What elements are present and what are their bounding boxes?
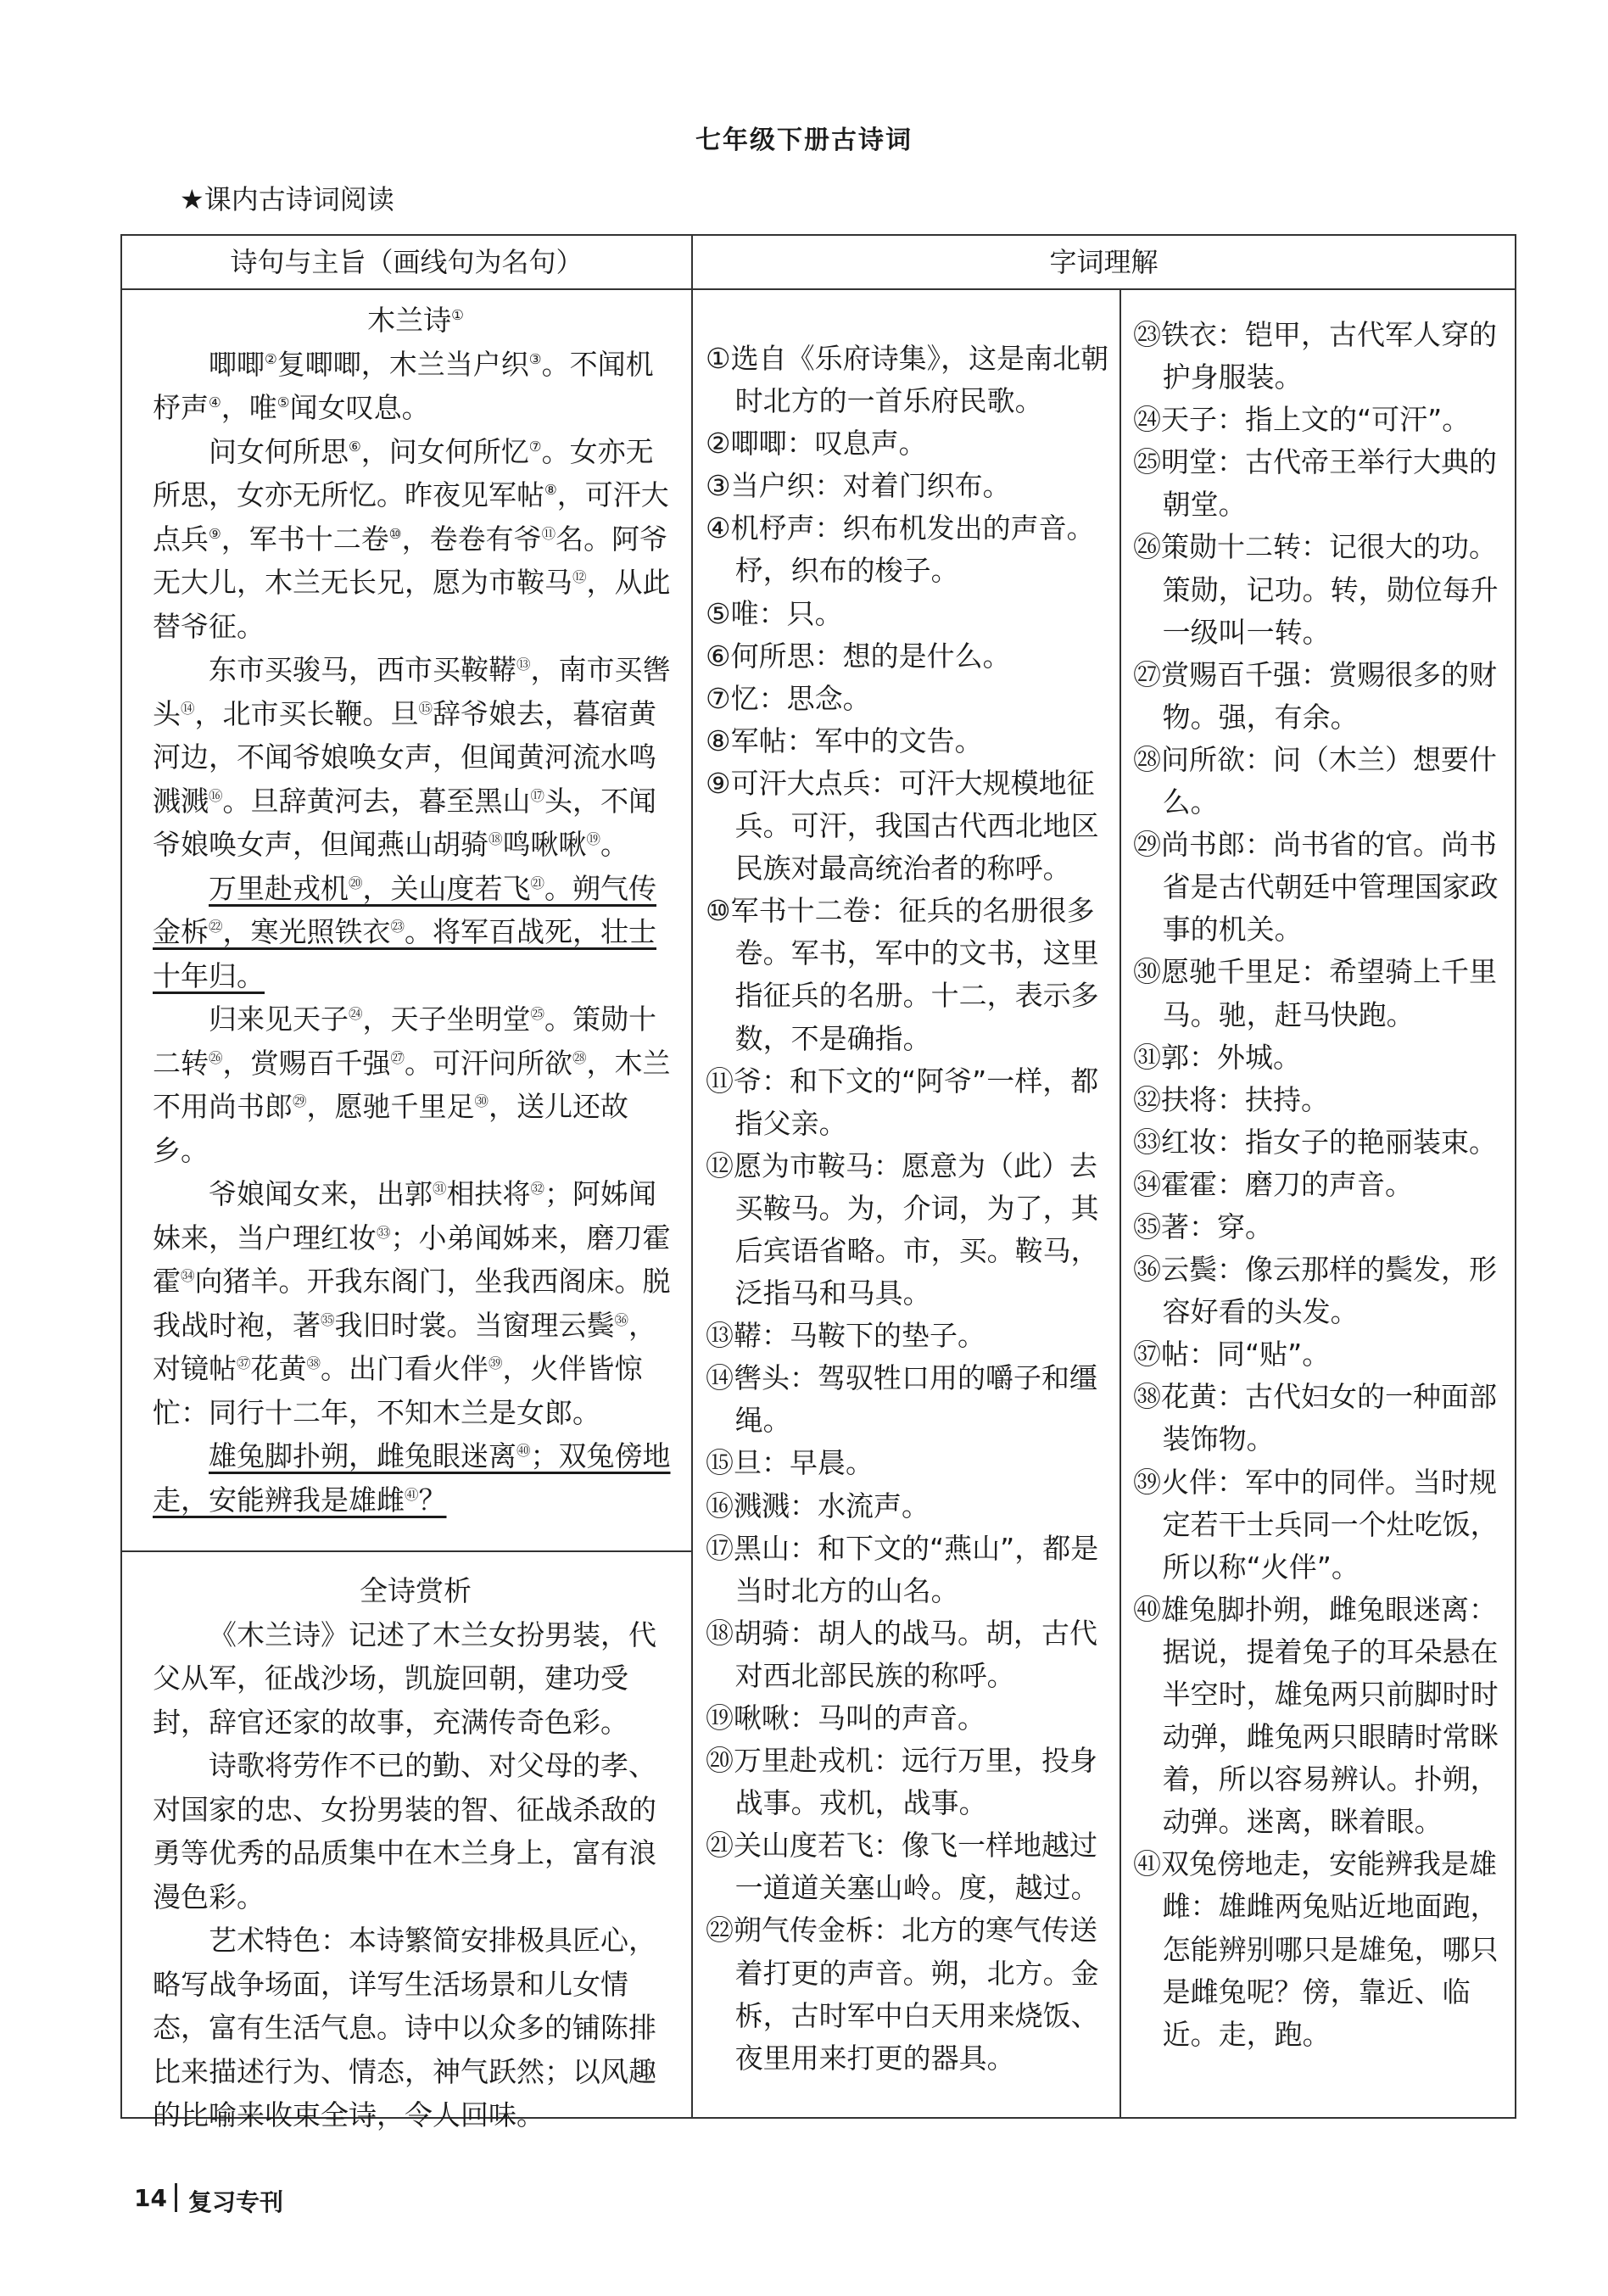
gloss-item: ⑧军帖：军中的文告。 bbox=[706, 723, 983, 757]
analysis-paragraph: 诗歌将劳作不已的勤、对父母的孝、对国家的忠、女扮男装的智、征战杀敌的勇等优秀的品质集中在木兰身上，富有浪漫色彩。 bbox=[153, 1749, 656, 1913]
poem-stanza-4: 万里赴戎机⑳，关山度若飞$^㉑$。朔气传金柝$^㉒$，寒光照铁衣$^㉓$。将军百战死，壮士十年归。 bbox=[153, 871, 656, 992]
poem-text bbox=[153, 299, 678, 1522]
gloss-item: ⑥何所思：想的是什么。 bbox=[706, 639, 1011, 673]
analysis-paragraph: 《木兰诗》记述了木兰女扮男装，代父从军，征战沙场，凯旋回朝，建功受封，辞官还家的故事，充满传奇色彩。 bbox=[153, 1617, 656, 1739]
section-label: ★课内古诗词阅读 bbox=[180, 183, 394, 215]
gloss-item: ㉟著：穿。 bbox=[1133, 1209, 1273, 1243]
gloss-item: ④机杼声：织布机发出的声音。杼，织布的梭子。 bbox=[706, 511, 1095, 588]
gloss-item: ⑨可汗大点兵：可汗大规模地征兵。可汗，我国古代西北地区民族对最高统治者的称呼。 bbox=[706, 766, 1099, 885]
gloss-item: ⑭辔头：驾驭牲口用的嚼子和缰绳。 bbox=[706, 1361, 1097, 1438]
gloss-item: ㉜扶将：扶持。 bbox=[1133, 1082, 1329, 1116]
gloss-item: ⑮旦：早晨。 bbox=[706, 1446, 874, 1480]
gloss-item: ㉙尚书郎：尚书省的官。尚书省是古代朝廷中管理国家政事的机关。 bbox=[1133, 828, 1499, 947]
gloss-column-right bbox=[1133, 314, 1506, 2056]
page-number: 14 bbox=[134, 2184, 167, 2212]
gloss-item: ㊵雄兔脚扑朔，雌兔眼迷离：据说，提着兔子的耳朵悬在半空时，雄兔两只前脚时时动弹，雌兔两只眼睛时常眯着，所以容易辨认。扑朔，动弹。迷离，眯着眼。 bbox=[1133, 1592, 1499, 1839]
gloss-item: ③当户织：对着门织布。 bbox=[706, 469, 1011, 503]
gloss-item: ⑲啾啾：马叫的声音。 bbox=[706, 1701, 985, 1735]
gloss-item: ㊲帖：同“贴”。 bbox=[1133, 1338, 1331, 1371]
gloss-item: ⑪爷：和下文的“阿爷”一样，都指父亲。 bbox=[706, 1064, 1099, 1140]
gloss-item: ⑬鞯：马鞍下的垫子。 bbox=[706, 1319, 985, 1353]
gloss-item: ㉛郭：外城。 bbox=[1133, 1040, 1301, 1074]
gloss-item: ㉝红妆：指女子的艳丽装束。 bbox=[1133, 1125, 1497, 1159]
gloss-column-left bbox=[706, 338, 1111, 2080]
gloss-item: ㉔天子：指上文的“可汗”。 bbox=[1133, 403, 1471, 437]
poem-stanza-6: 爷娘闻女来，出郭$^㉛$相扶将$^㉜$；阿姊闻妹来，当户理红妆$^㉝$；小弟闻姊来，磨刀霍霍$^㉞$向猪羊。开我东阁门，坐我西阁床。脱我战时袍，著$^㉟$我旧时裳。当窗理云鬓$^㊱$，对镜帖$^㊲$花黄$^㊳$。出门看火伴$^㊴$，火伴皆惊忙：同行十二年，不知木兰是女郎。 bbox=[153, 1177, 671, 1429]
gloss-item: ②唧唧：叹息声。 bbox=[706, 427, 927, 461]
poem-analysis-divider bbox=[120, 1550, 693, 1552]
gloss-item: ⑩军书十二卷：征兵的名册很多卷。军书，军中的文书，这里指征兵的名册。十二，表示多数，不是确指。 bbox=[706, 894, 1099, 1055]
poem-stanza-2: 问女何所思⑥，问女何所忆⑦。女亦无所思，女亦无所忆。昨夜见军帖⑧，可汗大点兵⑨，军书十二卷⑩，卷卷有爷⑪名。阿爷无大儿，木兰无长兄，愿为市鞍马⑫，从此替爷征。 bbox=[153, 434, 671, 643]
poem-stanza-7: 雄兔脚扑朔，雌兔眼迷离$^㊵$；双兔傍地走，安能辨我是雄雌$^㊶$？ bbox=[153, 1439, 671, 1517]
gloss-item: ㊴火伴：军中的同伴。当时规定若干士兵同一个灶吃饭，所以称“火伴”。 bbox=[1133, 1465, 1499, 1584]
gloss-item: ㉕明堂：古代帝王举行大典的朝堂。 bbox=[1133, 445, 1497, 522]
analysis-title: 全诗赏析 bbox=[360, 1574, 472, 1607]
col1-header: 诗句与主旨（画线句为名句） bbox=[230, 246, 583, 278]
publication-name: 复习专刊 bbox=[188, 2188, 284, 2216]
gloss-item: ⑦忆：思念。 bbox=[706, 681, 871, 715]
analysis-paragraph: 艺术特色：本诗繁简安排极具匠心，略写战争场面，详写生活场景和儿女情态，富有生活气息。诗中以众多的铺陈排比来描述行为、情态，神气跃然；以风趣的比喻来收束全诗，令人回味。 bbox=[153, 1924, 656, 2131]
gloss-item: ⑯溅溅：水流声。 bbox=[706, 1489, 930, 1522]
gloss-item: ⑤唯：只。 bbox=[706, 596, 843, 630]
gloss-item: ①选自《乐府诗集》，这是南北朝时北方的一首乐府民歌。 bbox=[706, 342, 1109, 418]
gloss-item: ㉗赏赐百千强：赏赐很多的财物。强，有余。 bbox=[1133, 657, 1497, 734]
poem-stanza-3: 东市买骏马，西市买鞍鞯⑬，南市买辔头⑭，北市买长鞭。旦⑮辞爷娘去，暮宿黄河边，不闻爷娘唤女声，但闻黄河流水鸣溅溅⑯。旦辞黄河去，暮至黑山⑰头，不闻爷娘唤女声，但闻燕山胡骑⑱鸣啾啾⑲。 bbox=[153, 653, 671, 861]
page-title: 七年级下册古诗词 bbox=[695, 126, 913, 155]
gloss-item: ㊳花黄：古代妇女的一种面部装饰物。 bbox=[1133, 1380, 1497, 1456]
gloss-item: ㉘问所欲：问（木兰）想要什么。 bbox=[1133, 742, 1497, 819]
col2-header: 字词理解 bbox=[1049, 246, 1159, 278]
analysis-block bbox=[153, 1569, 678, 2137]
gloss-item: ㉓铁衣：铠甲，古代军人穿的护身服装。 bbox=[1133, 318, 1497, 394]
gloss-item: ㉞霍霍：磨刀的声音。 bbox=[1133, 1167, 1413, 1201]
gloss-item: ㉚愿驰千里足：希望骑上千里马。驰，赶马快跑。 bbox=[1133, 955, 1497, 1031]
footer-divider bbox=[175, 2183, 177, 2212]
column-divider-2 bbox=[1119, 288, 1121, 2119]
gloss-item: ㊶双兔傍地走，安能辨我是雄雌：雄雌两兔贴近地面跑，怎能辨别哪只是雄兔，哪只是雌兔呢？傍，靠近、临近。走，跑。 bbox=[1133, 1847, 1499, 2051]
gloss-item: ㉑关山度若飞：像飞一样地越过一道道关塞山岭。度，越过。 bbox=[706, 1829, 1099, 1905]
column-divider-1 bbox=[691, 234, 693, 2119]
poem-stanza-1: 唧唧②复唧唧，木兰当户织③。不闻机杼声④，唯⑤闻女叹息。 bbox=[153, 347, 654, 424]
gloss-item: ㉒朔气传金柝：北方的寒气传送着打更的声音。朔，北方。金柝，古时军中白天用来烧饭、夜里用来打更的器具。 bbox=[706, 1913, 1099, 2075]
gloss-item: ⑳万里赴戎机：远行万里，投身战事。戎机，战事。 bbox=[706, 1744, 1097, 1820]
gloss-item: ㉖策勋十二转：记很大的功。策勋，记功。转，勋位每升一级叫一转。 bbox=[1133, 530, 1499, 649]
gloss-item: ⑱胡骑：胡人的战马。胡，古代对西北部民族的称呼。 bbox=[706, 1616, 1097, 1692]
poem-title: 木兰诗① bbox=[367, 304, 464, 337]
poem-stanza-5: 归来见天子$^㉔$，天子坐明堂$^㉕$。策勋十二转$^㉖$，赏赐百千强$^㉗$。可汗问所欲$^㉘$，木兰不用尚书郎$^㉙$，愿驰千里足$^㉚$，送儿还故乡。 bbox=[153, 1003, 671, 1167]
gloss-item: ㊱云鬓：像云那样的鬓发，形容好看的头发。 bbox=[1133, 1253, 1497, 1329]
gloss-item: ⑰黑山：和下文的“燕山”，都是当时北方的山名。 bbox=[706, 1531, 1099, 1607]
gloss-item: ⑫愿为市鞍马：愿意为（此）去买鞍马。为，介词，为了，其后宾语省略。市，买。鞍马，泛指马和马具。 bbox=[706, 1148, 1099, 1310]
